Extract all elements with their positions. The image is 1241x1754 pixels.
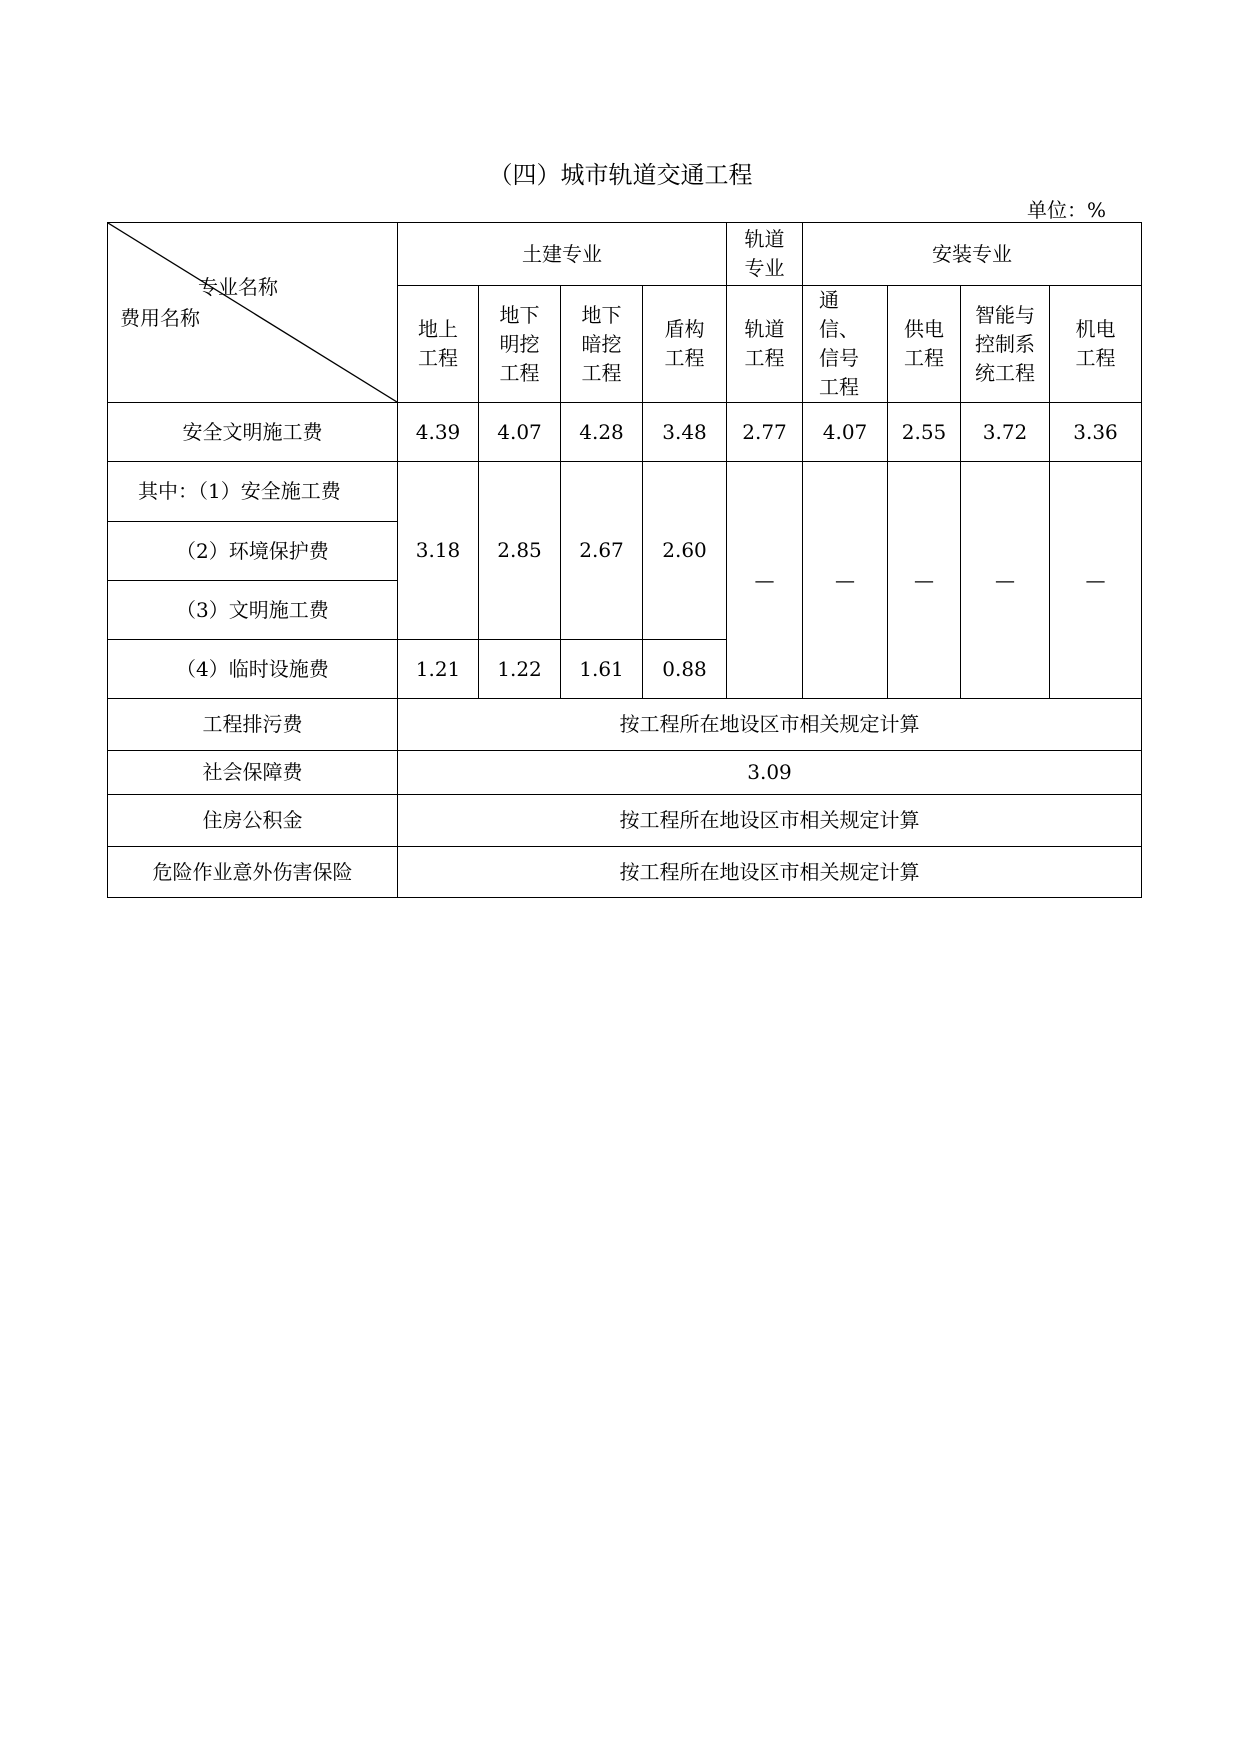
value-cell: 4.07	[479, 403, 561, 462]
value-cell: 1.22	[479, 640, 561, 699]
dash-cell: —	[803, 462, 888, 699]
value-cell: 3.36	[1050, 403, 1142, 462]
column-header: 地上工程	[398, 286, 479, 403]
table-row	[108, 462, 1142, 522]
column-header: 机电工程	[1050, 286, 1142, 403]
row-label: 社会保障费	[108, 751, 398, 795]
unit-label: 单位：%	[1026, 198, 1106, 222]
table-row	[108, 751, 1142, 795]
row-label: （2）环境保护费	[108, 522, 398, 581]
value-cell: 按工程所在地设区市相关规定计算	[398, 795, 1142, 847]
value-cell: 按工程所在地设区市相关规定计算	[398, 847, 1142, 898]
value-cell: 4.07	[803, 403, 888, 462]
table-row	[108, 847, 1142, 898]
column-header: 通信、信号工程	[803, 286, 888, 403]
value-cell: 1.61	[561, 640, 643, 699]
group-header-install: 安装专业	[803, 223, 1142, 286]
value-cell: 2.67	[561, 462, 643, 640]
table-row	[108, 795, 1142, 847]
row-label: 其中：（1）安全施工费	[108, 462, 398, 522]
value-cell: 按工程所在地设区市相关规定计算	[398, 699, 1142, 751]
dash-cell: —	[888, 462, 961, 699]
value-cell: 2.60	[643, 462, 727, 640]
value-cell: 3.48	[643, 403, 727, 462]
page-title: （四）城市轨道交通工程	[488, 161, 753, 189]
row-label: （4）临时设施费	[108, 640, 398, 699]
value-cell: 0.88	[643, 640, 727, 699]
column-header: 智能与控制系统工程	[961, 286, 1050, 403]
group-header-civil: 土建专业	[398, 223, 727, 286]
column-header: 盾构工程	[643, 286, 727, 403]
row-label: 安全文明施工费	[108, 403, 398, 462]
value-cell: 4.28	[561, 403, 643, 462]
dash-cell: —	[727, 462, 803, 699]
value-cell: 3.18	[398, 462, 479, 640]
row-label: 住房公积金	[108, 795, 398, 847]
column-header: 供电工程	[888, 286, 961, 403]
header-row-groups	[108, 223, 1142, 286]
column-header: 地下明挖工程	[479, 286, 561, 403]
corner-header-cell	[108, 223, 398, 403]
group-header-track: 轨道专业	[727, 223, 803, 286]
corner-label-specialty: 专业名称	[198, 275, 278, 299]
value-cell: 2.77	[727, 403, 803, 462]
row-label: （3）文明施工费	[108, 581, 398, 640]
column-header: 轨道工程	[727, 286, 803, 403]
value-cell: 3.09	[398, 751, 1142, 795]
value-cell: 1.21	[398, 640, 479, 699]
corner-label-fee: 费用名称	[120, 306, 200, 330]
row-label: 危险作业意外伤害保险	[108, 847, 398, 898]
value-cell: 4.39	[398, 403, 479, 462]
value-cell: 3.72	[961, 403, 1050, 462]
value-cell: 2.55	[888, 403, 961, 462]
dash-cell: —	[961, 462, 1050, 699]
table-row	[108, 403, 1142, 462]
value-cell: 2.85	[479, 462, 561, 640]
dash-cell: —	[1050, 462, 1142, 699]
row-label: 工程排污费	[108, 699, 398, 751]
column-header: 地下暗挖工程	[561, 286, 643, 403]
fee-rate-table	[107, 222, 1142, 898]
table-row	[108, 699, 1142, 751]
